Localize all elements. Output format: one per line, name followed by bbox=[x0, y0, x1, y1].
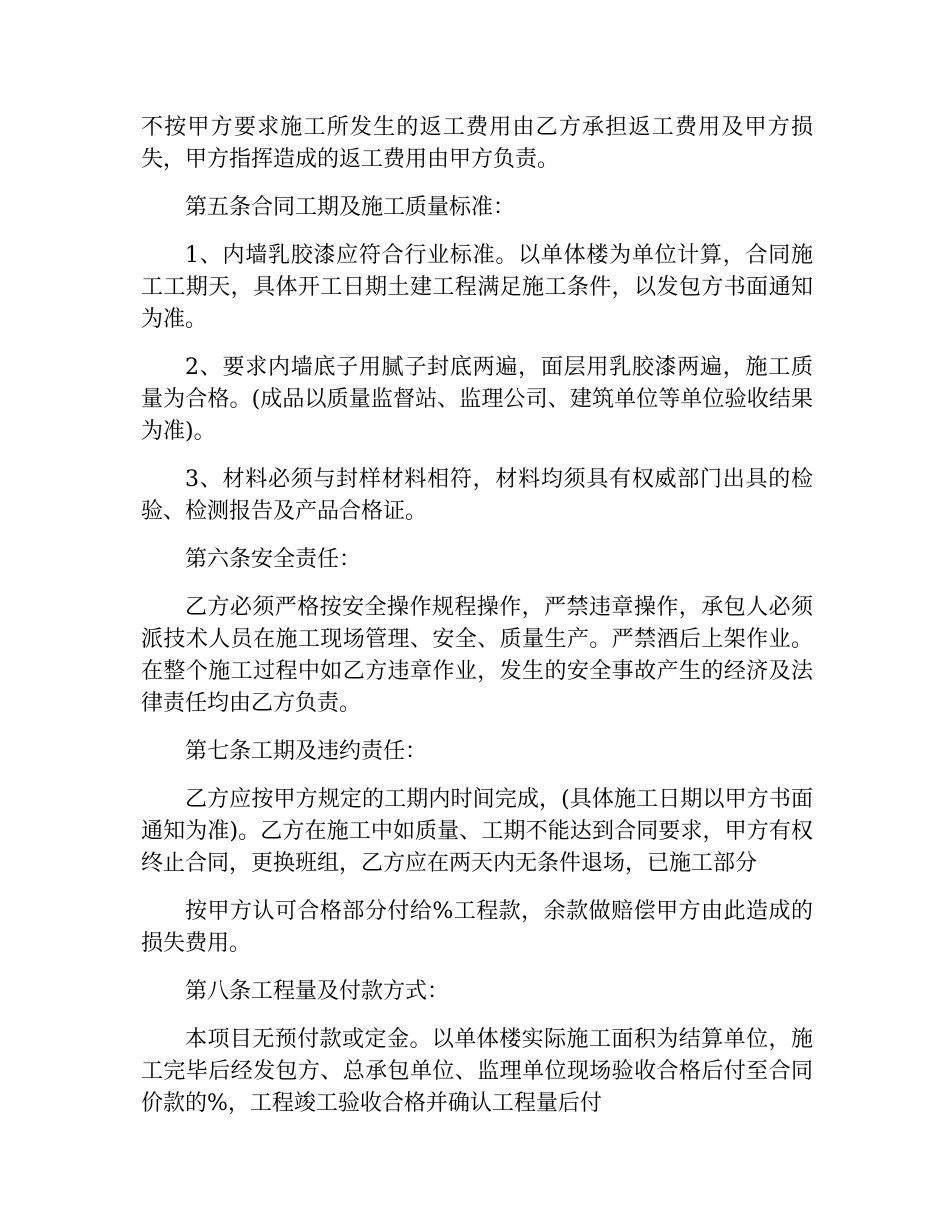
paragraph-article-8-body: 本项目无预付款或定金。以单体楼实际施工面积为结算单位，施工完毕后经发包方、总承包单位、监理单位现场验收合格后付至合同价款的%，工程竣工验收合格并确认工程量后付 bbox=[141, 1027, 813, 1116]
heading-article-7: 第七条工期及违约责任： bbox=[185, 739, 428, 764]
paragraph-return-work-cost: 不按甲方要求施工所发生的返工费用由乙方承担返工费用及甲方损失，甲方指挥造成的返工费用由甲方负责。 bbox=[141, 115, 813, 172]
paragraph-article-5-item-1: 1、内墙乳胶漆应符合行业标准。以单体楼为单位计算，合同施工工期天，具体开工日期土建工程满足施工条件，以发包方书面通知为准。 bbox=[141, 243, 813, 332]
heading-article-8: 第八条工程量及付款方式： bbox=[185, 979, 450, 1004]
document-page bbox=[141, 112, 813, 1136]
paragraph-article-5-item-3: 3、材料必须与封样材料相符，材料均须具有权威部门出具的检验、检测报告及产品合格证。 bbox=[141, 467, 813, 524]
paragraph-article-6-body: 乙方必须严格按安全操作规程操作，严禁违章操作，承包人必须派技术人员在施工现场管理、安全、质量生产。严禁酒后上架作业。在整个施工过程中如乙方违章作业，发生的安全事故产生的经济及法律责任均由乙方负责。 bbox=[141, 595, 813, 716]
paragraph-article-5-item-2: 2、要求内墙底子用腻子封底两遍，面层用乳胶漆两遍，施工质量为合格。(成品以质量监督站、监理公司、建筑单位等单位验收结果为准)。 bbox=[141, 355, 813, 444]
heading-article-6: 第六条安全责任： bbox=[185, 547, 362, 572]
heading-article-5: 第五条合同工期及施工质量标准： bbox=[185, 195, 516, 220]
paragraph-article-7-body: 乙方应按甲方规定的工期内时间完成，(具体施工日期以甲方书面通知为准)。乙方在施工中如质量、工期不能达到合同要求，甲方有权终止合同，更换班组，乙方应在两天内无条件退场，已施工部分 bbox=[141, 787, 813, 876]
paragraph-article-7-continued: 按甲方认可合格部分付给%工程款，余款做赔偿甲方由此造成的损失费用。 bbox=[141, 899, 813, 956]
